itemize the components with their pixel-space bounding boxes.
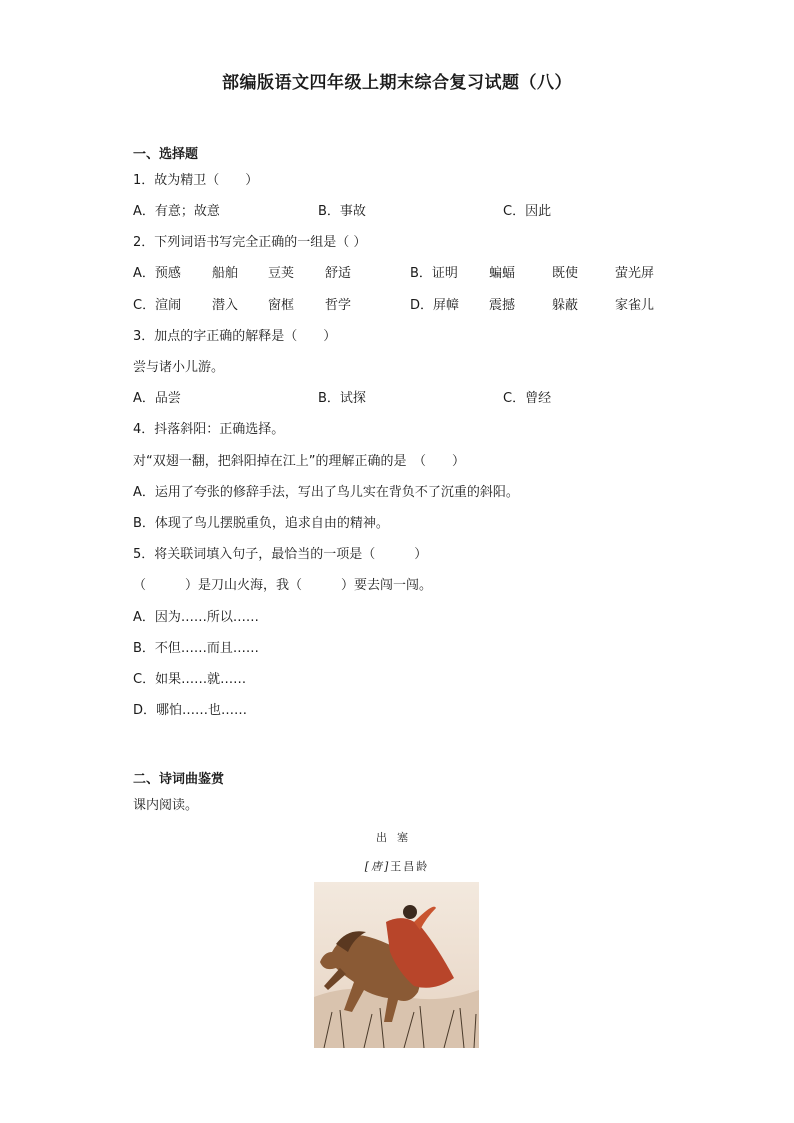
poem-illustration bbox=[314, 882, 479, 1048]
q2-word: B．证明 bbox=[410, 266, 458, 281]
question-3-sentence: 尝与诸小儿游。 bbox=[133, 360, 225, 375]
question-5-sentence: （ ）是刀山火海，我（ ）要去闯一闯。 bbox=[133, 578, 433, 593]
q4-option-b: B．体现了鸟儿摆脱重负，追求自由的精神。 bbox=[133, 516, 389, 531]
poem-byline bbox=[0, 858, 794, 874]
q2-word: 震撼 bbox=[489, 298, 516, 313]
question-4-stem: 4．抖落斜阳：正确选择。 bbox=[133, 422, 285, 437]
reading-intro: 课内阅读。 bbox=[133, 798, 199, 813]
q1-option-b: B．事故 bbox=[318, 204, 366, 219]
question-3-stem: 3．加点的字正确的解释是（ ） bbox=[133, 329, 337, 344]
question-5-stem: 5．将关联词填入句子，最恰当的一项是（ ） bbox=[133, 547, 428, 562]
q5-option-a: A．因为……所以…… bbox=[133, 610, 259, 625]
q2-word: 潜入 bbox=[212, 298, 239, 313]
q2-word: D．屏幛 bbox=[410, 298, 460, 313]
q5-option-c: C．如果……就…… bbox=[133, 672, 247, 687]
q2-word: 家雀儿 bbox=[615, 298, 655, 313]
q2-word: 船舶 bbox=[212, 266, 239, 281]
q3-option-a: A．品尝 bbox=[133, 391, 181, 406]
q3-option-b: B．试探 bbox=[318, 391, 366, 406]
poem-title: 出塞 bbox=[376, 831, 418, 844]
q1-option-c: C．因此 bbox=[503, 204, 552, 219]
q5-option-b: B．不但……而且…… bbox=[133, 641, 259, 656]
q2-word: C．渲闹 bbox=[133, 298, 182, 313]
poem-author: 王昌龄 bbox=[390, 860, 430, 873]
poem-dynasty: [唐] bbox=[364, 860, 391, 873]
q2-word: 蝙蝠 bbox=[489, 266, 516, 281]
q2-word: 萤光屏 bbox=[615, 266, 655, 281]
section-heading-poetry: 二、诗词曲鉴赏 bbox=[133, 772, 225, 787]
horseman-painting bbox=[314, 882, 479, 1048]
page-title: 部编版语文四年级上期末综合复习试题（八） bbox=[222, 73, 572, 93]
q3-option-c: C．曾经 bbox=[503, 391, 552, 406]
question-2-stem: 2．下列词语书写完全正确的一组是（ ） bbox=[133, 235, 367, 250]
q2-word: A．预感 bbox=[133, 266, 181, 281]
q1-option-a: A．有意；故意 bbox=[133, 204, 220, 219]
q4-option-a: A．运用了夸张的修辞手法，写出了鸟儿实在背负不了沉重的斜阳。 bbox=[133, 485, 519, 500]
q2-word: 窗框 bbox=[268, 298, 295, 313]
q2-word: 躲蔽 bbox=[552, 298, 579, 313]
q2-word: 哲学 bbox=[325, 298, 352, 313]
q2-word: 豆荚 bbox=[268, 266, 295, 281]
q2-word: 既使 bbox=[552, 266, 579, 281]
section-heading-choice: 一、选择题 bbox=[133, 147, 199, 162]
q2-word: 舒适 bbox=[325, 266, 352, 281]
question-1-stem: 1．故为精卫（ ） bbox=[133, 173, 259, 188]
q5-option-d: D．哪怕……也…… bbox=[133, 703, 248, 718]
question-4-sub: 对“双翅一翻，把斜阳掉在江上”的理解正确的是 （ ） bbox=[133, 454, 465, 469]
